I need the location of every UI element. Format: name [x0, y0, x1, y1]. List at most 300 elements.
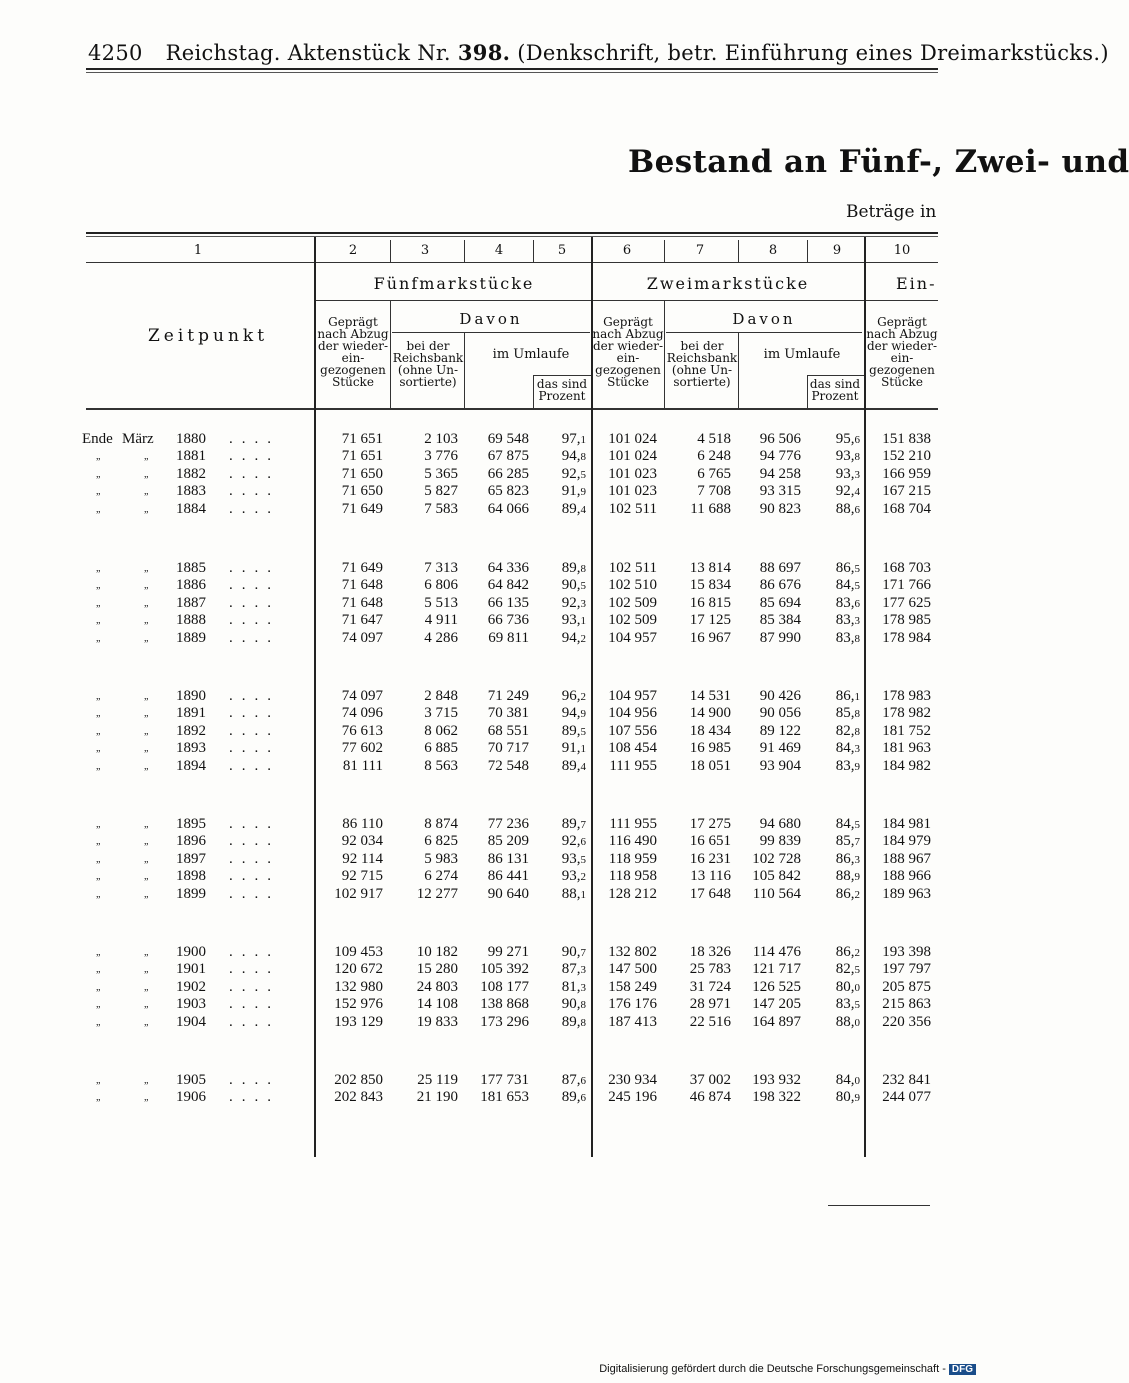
cell-c3: 25 119 — [417, 1072, 458, 1088]
ditto-mark: „ — [96, 947, 101, 958]
table-row — [0, 448, 1000, 466]
cell-c3: 5 365 — [424, 465, 458, 482]
ditto-mark: „ — [96, 888, 101, 900]
cell-c7: 16 967 — [689, 629, 731, 646]
cell-c4: 108 177 — [480, 978, 529, 995]
cell-c10: 197 797 — [882, 961, 931, 978]
vrule-num8 — [738, 240, 739, 262]
cell-c4: 67 875 — [487, 448, 529, 465]
cell-c5: 94,2 — [561, 629, 586, 646]
header-rule — [86, 68, 938, 70]
cell-c2: 86 110 — [342, 816, 383, 832]
header-rule-thin — [86, 72, 938, 73]
header-gepraegt-5: Geprägt nach Abzug der wieder- ein- gezogenen Stücke — [317, 315, 389, 389]
ditto-mark: „ — [96, 486, 101, 498]
vrule-c5 — [533, 375, 534, 408]
cell-c9: 86,2 — [835, 944, 860, 960]
cell-c6: 230 934 — [608, 1072, 657, 1088]
ditto-mark: „ — [96, 503, 101, 515]
cell-c6: 158 249 — [608, 978, 657, 995]
cell-c9: 85,8 — [835, 705, 860, 722]
cell-c2: 132 980 — [334, 978, 383, 995]
cell-c5: 97,1 — [561, 431, 586, 447]
cell-c2: 92 715 — [341, 868, 383, 885]
cell-c5: 94,9 — [561, 705, 586, 722]
ditto-mark: „ — [144, 580, 149, 592]
cell-c2: 81 111 — [342, 757, 383, 774]
cell-c3: 12 277 — [416, 885, 458, 902]
cell-c5: 89,7 — [561, 816, 586, 832]
label-ende: Ende — [82, 431, 113, 447]
cell-c8: 164 897 — [752, 1013, 801, 1030]
ditto-mark: „ — [96, 981, 101, 993]
cell-c7: 28 971 — [689, 996, 731, 1013]
cell-c8: 89 122 — [759, 722, 801, 739]
cell-c3: 7 313 — [424, 560, 458, 576]
zeitpunkt-header: Zeitpunkt — [148, 326, 269, 346]
cell-year: 1899 — [176, 885, 206, 902]
table-row — [0, 501, 1000, 519]
leader-dots: .... — [229, 465, 280, 482]
header-subject: (Denkschrift, betr. Einführung eines Dreimarkstücks.) — [517, 41, 1109, 65]
ditto-mark: „ — [144, 981, 149, 993]
ditto-mark: „ — [144, 888, 149, 900]
cell-c10: 151 838 — [882, 431, 931, 447]
table-subtitle: Beträge in — [846, 202, 937, 222]
group-zweimark: Zweimarkstücke — [646, 274, 810, 293]
leader-dots: .... — [229, 885, 280, 902]
cell-c2: 71 650 — [341, 483, 383, 500]
cell-c7: 37 002 — [689, 1072, 731, 1088]
cell-c3: 15 280 — [416, 961, 458, 978]
cell-c10: 193 398 — [882, 944, 931, 960]
cell-c10: 220 356 — [882, 1013, 931, 1030]
cell-c2: 202 843 — [334, 1089, 383, 1106]
leader-dots: .... — [229, 850, 280, 867]
ditto-mark: „ — [96, 725, 101, 737]
table-row — [0, 466, 1000, 484]
dfg-logo: DFG — [949, 1364, 976, 1375]
cell-c5: 92,5 — [561, 465, 586, 482]
cell-c5: 93,5 — [561, 850, 586, 867]
cell-c6: 102 511 — [608, 500, 657, 517]
cell-c9: 80,0 — [835, 978, 860, 995]
cell-c7: 25 783 — [689, 961, 731, 978]
cell-c6: 107 556 — [608, 722, 657, 739]
leader-dots: .... — [229, 705, 280, 722]
col-number-3: 3 — [420, 243, 430, 258]
cell-c9: 83,6 — [835, 594, 860, 611]
table-title: Bestand an Fünf-, Zwei- und — [628, 144, 1129, 180]
cell-c4: 65 823 — [487, 483, 529, 500]
cell-c10: 166 959 — [882, 465, 931, 482]
header-gepraegt-2: Geprägt nach Abzug der wieder- ein- gezogenen Stücke — [592, 315, 664, 389]
col-number-8: 8 — [768, 243, 778, 258]
cell-c6: 187 413 — [608, 1013, 657, 1030]
cell-c5: 90,8 — [561, 996, 586, 1013]
prozent-rule-2 — [808, 375, 864, 376]
header-davon-5: Davon — [459, 310, 523, 328]
cell-c2: 92 034 — [341, 833, 383, 850]
cell-c6: 111 955 — [609, 757, 657, 774]
cell-c9: 93,8 — [835, 448, 860, 465]
cell-c8: 105 842 — [752, 868, 801, 885]
cell-c2: 71 651 — [341, 431, 383, 447]
cell-c4: 85 209 — [487, 833, 529, 850]
cell-c10: 215 863 — [882, 996, 931, 1013]
cell-c2: 92 114 — [342, 850, 383, 867]
header-gepraegt-1: Geprägt nach Abzug der wieder- ein- gezogenen Stücke — [866, 315, 938, 389]
cell-c6: 102 510 — [608, 577, 657, 594]
ditto-mark: „ — [96, 1075, 101, 1086]
ditto-mark: „ — [144, 1016, 149, 1028]
colnum-rule — [86, 262, 938, 263]
cell-year: 1893 — [176, 740, 206, 757]
cell-year: 1898 — [176, 868, 206, 885]
cell-year: 1904 — [176, 1013, 206, 1030]
ditto-mark: „ — [144, 708, 149, 720]
cell-c7: 17 648 — [689, 885, 731, 902]
leader-dots: .... — [229, 833, 280, 850]
cell-c2: 74 097 — [341, 688, 383, 704]
table-row — [0, 612, 1000, 630]
cell-c3: 8 874 — [424, 816, 458, 832]
leader-dots: .... — [229, 560, 280, 576]
col-number-1: 1 — [193, 243, 203, 258]
cell-c4: 69 548 — [487, 431, 529, 447]
cell-c8: 94 258 — [759, 465, 801, 482]
cell-c4: 86 441 — [487, 868, 529, 885]
cell-year: 1886 — [176, 577, 206, 594]
ditto-mark: „ — [144, 468, 149, 480]
cell-c7: 4 518 — [697, 431, 731, 447]
cell-c7: 16 985 — [689, 740, 731, 757]
cell-c7: 18 051 — [689, 757, 731, 774]
cell-c3: 6 274 — [424, 868, 458, 885]
cell-c2: 71 647 — [341, 612, 383, 629]
cell-c7: 6 248 — [697, 448, 731, 465]
leader-dots: .... — [229, 740, 280, 757]
col-number-10: 10 — [893, 243, 911, 258]
cell-c5: 89,4 — [561, 500, 586, 517]
header-text: Reichstag. Aktenstück Nr. — [165, 41, 451, 65]
cell-c10: 184 979 — [882, 833, 931, 850]
header-davon-2: Davon — [732, 310, 796, 328]
ditto-mark: „ — [96, 1092, 101, 1104]
cell-c4: 77 236 — [487, 816, 529, 832]
cell-c8: 86 676 — [759, 577, 801, 594]
cell-c4: 173 296 — [480, 1013, 529, 1030]
cell-c7: 6 765 — [697, 465, 731, 482]
cell-c9: 82,8 — [835, 722, 860, 739]
cell-c8: 94 680 — [759, 816, 801, 832]
table-row — [0, 851, 1000, 869]
cell-c8: 121 717 — [752, 961, 801, 978]
cell-year: 1901 — [176, 961, 206, 978]
cell-c10: 232 841 — [882, 1072, 931, 1088]
leader-dots: .... — [229, 431, 280, 447]
cell-year: 1891 — [176, 705, 206, 722]
cell-year: 1892 — [176, 722, 206, 739]
cell-c6: 102 511 — [608, 560, 657, 576]
cell-c2: 193 129 — [334, 1013, 383, 1030]
leader-dots: .... — [229, 757, 280, 774]
cell-c4: 66 135 — [487, 594, 529, 611]
header-reichsbank-5: bei der Reichsbank (ohne Un- sortierte) — [392, 339, 464, 389]
cell-c9: 95,6 — [835, 431, 860, 447]
cell-c2: 74 096 — [341, 705, 383, 722]
cell-c10: 189 963 — [882, 885, 931, 902]
cell-year: 1888 — [176, 612, 206, 629]
cell-c6: 128 212 — [608, 885, 657, 902]
col-number-5: 5 — [557, 243, 567, 258]
cell-c5: 91,1 — [561, 740, 586, 757]
table-row — [0, 816, 1000, 834]
cell-c9: 85,7 — [835, 833, 860, 850]
ditto-mark: „ — [96, 871, 101, 883]
cell-c5: 89,6 — [561, 1089, 586, 1106]
group-einmark: Ein- — [896, 274, 937, 293]
leader-dots: .... — [229, 612, 280, 629]
ditto-mark: „ — [144, 451, 149, 463]
cell-c9: 83,8 — [835, 629, 860, 646]
ditto-mark: „ — [96, 853, 101, 865]
cell-c8: 93 315 — [759, 483, 801, 500]
cell-c6: 101 024 — [608, 448, 657, 465]
cell-c4: 177 731 — [480, 1072, 529, 1088]
cell-c8: 93 904 — [759, 757, 801, 774]
table-row — [0, 996, 1000, 1014]
vrule-num9 — [807, 240, 808, 262]
cell-year: 1881 — [176, 448, 206, 465]
leader-dots: .... — [229, 577, 280, 594]
cell-c7: 46 874 — [689, 1089, 731, 1106]
cell-c5: 90,5 — [561, 577, 586, 594]
cell-c2: 152 976 — [334, 996, 383, 1013]
leader-dots: .... — [229, 722, 280, 739]
cell-c6: 132 802 — [608, 944, 657, 960]
cell-c5: 89,4 — [561, 757, 586, 774]
ditto-mark: „ — [144, 503, 149, 515]
cell-c8: 96 506 — [759, 431, 801, 447]
cell-c9: 88,9 — [835, 868, 860, 885]
cell-c4: 69 811 — [488, 629, 529, 646]
ditto-mark: „ — [96, 760, 101, 772]
ditto-mark: „ — [144, 836, 149, 848]
cell-c6: 104 956 — [608, 705, 657, 722]
cell-c9: 86,3 — [835, 850, 860, 867]
cell-c5: 94,8 — [561, 448, 586, 465]
cell-year: 1882 — [176, 465, 206, 482]
ditto-mark: „ — [96, 999, 101, 1011]
cell-c7: 14 900 — [689, 705, 731, 722]
ditto-mark: „ — [96, 743, 101, 755]
cell-c3: 2 848 — [424, 688, 458, 704]
cell-c7: 14 531 — [689, 688, 731, 704]
ditto-mark: „ — [144, 597, 149, 609]
header-reichsbank-2: bei der Reichsbank (ohne Un- sortierte) — [666, 339, 738, 389]
cell-c7: 17 275 — [689, 816, 731, 832]
cell-c9: 83,9 — [835, 757, 860, 774]
cell-c9: 86,5 — [835, 560, 860, 576]
cell-c3: 7 583 — [424, 500, 458, 517]
footnote-text: Digitalisierung gefördert durch die Deutsche Forschungsgemeinschaft - — [599, 1363, 946, 1375]
cell-c2: 74 097 — [341, 629, 383, 646]
col-number-4: 4 — [494, 243, 504, 258]
cell-year: 1883 — [176, 483, 206, 500]
leader-dots: .... — [229, 944, 280, 960]
vrule-c9 — [807, 375, 808, 408]
label-maerz: März — [122, 431, 154, 447]
cell-c3: 10 182 — [416, 944, 458, 960]
cell-c6: 108 454 — [608, 740, 657, 757]
cell-c3: 8 563 — [424, 757, 458, 774]
cell-c10: 184 981 — [882, 816, 931, 832]
table-row — [0, 979, 1000, 997]
ditto-mark: „ — [96, 964, 101, 976]
document-number: 398. — [457, 40, 511, 65]
cell-c9: 84,5 — [835, 577, 860, 594]
vrule-num3 — [390, 240, 391, 262]
cell-c6: 102 509 — [608, 612, 657, 629]
leader-dots: .... — [229, 688, 280, 704]
cell-c5: 92,6 — [561, 833, 586, 850]
cell-c5: 93,1 — [561, 612, 586, 629]
cell-c8: 91 469 — [759, 740, 801, 757]
cell-c7: 22 516 — [689, 1013, 731, 1030]
table-row — [0, 630, 1000, 648]
cell-c10: 178 984 — [882, 629, 931, 646]
cell-year: 1885 — [176, 560, 206, 576]
cell-c8: 110 564 — [752, 885, 801, 902]
cell-c9: 83,5 — [835, 996, 860, 1013]
leader-dots: .... — [229, 629, 280, 646]
cell-year: 1897 — [176, 850, 206, 867]
cell-c2: 71 651 — [341, 448, 383, 465]
cell-c10: 181 752 — [882, 722, 931, 739]
cell-c8: 90 823 — [759, 500, 801, 517]
cell-c3: 5 983 — [424, 850, 458, 867]
cell-c7: 31 724 — [689, 978, 731, 995]
cell-c8: 198 322 — [752, 1089, 801, 1106]
table-row — [0, 944, 1000, 962]
cell-year: 1894 — [176, 757, 206, 774]
cell-c4: 64 066 — [487, 500, 529, 517]
table-row — [0, 705, 1000, 723]
ditto-mark: „ — [144, 563, 149, 574]
ditto-mark: „ — [144, 725, 149, 737]
table-row — [0, 868, 1000, 886]
cell-c5: 91,9 — [561, 483, 586, 500]
cell-c10: 188 966 — [882, 868, 931, 885]
cell-c3: 21 190 — [416, 1089, 458, 1106]
cell-year: 1903 — [176, 996, 206, 1013]
ditto-mark: „ — [144, 760, 149, 772]
group-rule — [316, 300, 938, 301]
cell-c10: 181 963 — [882, 740, 931, 757]
cell-c8: 99 839 — [759, 833, 801, 850]
cell-c9: 80,9 — [835, 1089, 860, 1106]
cell-c9: 84,5 — [835, 816, 860, 832]
cell-c9: 82,5 — [835, 961, 860, 978]
cell-c5: 87,3 — [561, 961, 586, 978]
cell-c2: 71 649 — [341, 560, 383, 576]
ditto-mark: „ — [144, 853, 149, 865]
leader-dots: .... — [229, 1013, 280, 1030]
ditto-mark: „ — [144, 486, 149, 498]
leader-dots: .... — [229, 1089, 280, 1106]
cell-c10: 168 704 — [882, 500, 931, 517]
cell-c6: 147 500 — [608, 961, 657, 978]
ditto-mark: „ — [96, 468, 101, 480]
table-row — [0, 595, 1000, 613]
col-number-7: 7 — [695, 243, 705, 258]
cell-c2: 102 917 — [334, 885, 383, 902]
cell-c9: 88,6 — [835, 500, 860, 517]
col-number-6: 6 — [622, 243, 632, 258]
cell-year: 1906 — [176, 1089, 206, 1106]
cell-c5: 89,5 — [561, 722, 586, 739]
cell-c7: 18 326 — [689, 944, 731, 960]
cell-c3: 14 108 — [416, 996, 458, 1013]
cell-year: 1895 — [176, 816, 206, 832]
ditto-mark: „ — [144, 1092, 149, 1104]
cell-c3: 24 803 — [416, 978, 458, 995]
table-row — [0, 688, 1000, 706]
leader-dots: .... — [229, 448, 280, 465]
cell-c10: 205 875 — [882, 978, 931, 995]
col-number-2: 2 — [348, 243, 358, 258]
header-prozent-5: das sind Prozent — [536, 377, 588, 403]
cell-c9: 86,2 — [835, 885, 860, 902]
table-row — [0, 886, 1000, 904]
cell-c7: 11 688 — [690, 500, 731, 517]
cell-c4: 70 381 — [487, 705, 529, 722]
cell-c3: 6 806 — [424, 577, 458, 594]
cell-c9: 83,3 — [835, 612, 860, 629]
leader-dots: .... — [229, 483, 280, 500]
cell-c6: 118 958 — [608, 868, 657, 885]
cell-c5: 81,3 — [561, 978, 586, 995]
cell-c6: 176 176 — [608, 996, 657, 1013]
ditto-mark: „ — [96, 632, 101, 644]
table-row — [0, 1014, 1000, 1032]
table-row — [0, 833, 1000, 851]
vrule-num7 — [664, 240, 665, 262]
cell-year: 1900 — [176, 944, 206, 960]
header-prozent-2: das sind Prozent — [809, 377, 861, 403]
cell-c3: 3 776 — [424, 448, 458, 465]
ditto-mark: „ — [144, 1075, 149, 1086]
cell-c6: 111 955 — [609, 816, 657, 832]
leader-dots: .... — [229, 500, 280, 517]
cell-c2: 202 850 — [334, 1072, 383, 1088]
header-umlaufe-5: im Umlaufe — [492, 347, 570, 362]
cell-c6: 104 957 — [608, 629, 657, 646]
cell-c3: 3 715 — [424, 705, 458, 722]
leader-dots: .... — [229, 978, 280, 995]
cell-c2: 71 650 — [341, 465, 383, 482]
header-bottom-rule — [86, 408, 938, 410]
cell-c4: 86 131 — [487, 850, 529, 867]
cell-c10: 178 985 — [882, 612, 931, 629]
cell-c3: 6 825 — [424, 833, 458, 850]
cell-c8: 126 525 — [752, 978, 801, 995]
cell-year: 1889 — [176, 629, 206, 646]
ditto-mark: „ — [96, 451, 101, 463]
cell-c9: 92,4 — [835, 483, 860, 500]
table-top-rule — [86, 232, 938, 234]
